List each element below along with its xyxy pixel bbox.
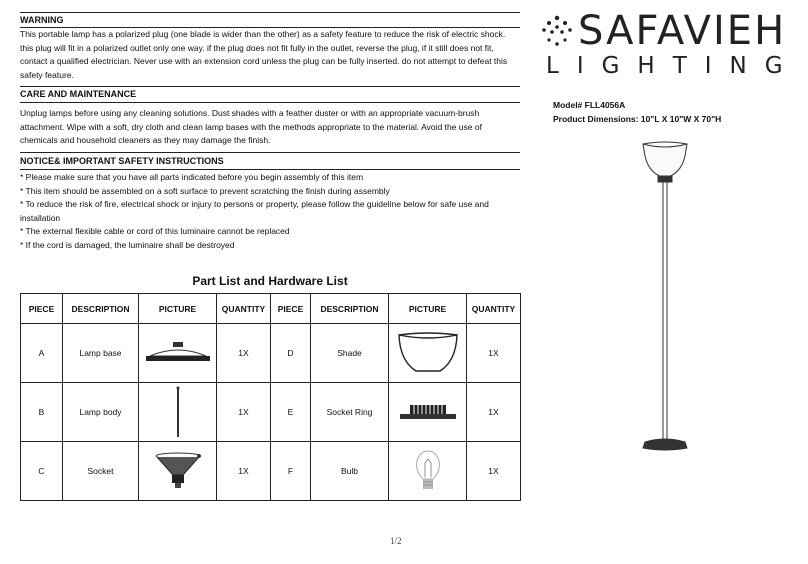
description-cell: Shade <box>311 324 389 383</box>
logo-brand: SAFAVIEH <box>578 8 787 54</box>
header-quantity: QUANTITY <box>217 294 271 324</box>
header-piece: PIECE <box>271 294 311 324</box>
chandelier-logo-icon <box>540 14 574 48</box>
header-picture: PICTURE <box>389 294 467 324</box>
floor-lamp-illustration <box>625 140 705 460</box>
safety-item: * Please make sure that you have all parts indicated before you begin assembly of this item <box>20 172 364 182</box>
description-cell: Lamp body <box>63 383 139 442</box>
shade-icon <box>396 331 460 375</box>
description-cell: Lamp base <box>63 324 139 383</box>
warning-heading: WARNING <box>20 15 64 25</box>
piece-cell: E <box>271 383 311 442</box>
model-number: Model# FLL4056A <box>553 100 626 110</box>
table-row <box>21 383 521 442</box>
safety-item: * If the cord is damaged, the luminaire shall be destroyed <box>20 239 235 250</box>
quantity-cell: 1X <box>467 324 521 383</box>
safety-list <box>20 171 520 252</box>
piece-cell: F <box>271 442 311 501</box>
parts-table <box>20 293 521 501</box>
header-description: DESCRIPTION <box>311 294 389 324</box>
safety-item: * This item should be assembled on a soft surface to prevent scratching the finish during assembly <box>20 185 390 196</box>
picture-cell <box>389 383 467 442</box>
safety-heading: NOTICE& IMPORTANT SAFETY INSTRUCTIONS <box>20 156 224 166</box>
logo-subtitle: LIGHTING <box>546 53 801 79</box>
socket-icon <box>151 451 205 491</box>
top-rule <box>20 12 520 13</box>
care-rule <box>20 102 520 103</box>
bulb-icon <box>413 449 443 493</box>
quantity-cell: 1X <box>217 442 271 501</box>
parts-table-title: Part List and Hardware List <box>192 274 348 288</box>
table-header-row <box>21 294 521 324</box>
quantity-cell: 1X <box>217 383 271 442</box>
safety-item: * To reduce the risk of fire, electrical shock or injury to persons or property, please follow the guideline below for safe use and installation <box>20 199 489 223</box>
header-piece: PIECE <box>21 294 63 324</box>
header-description: DESCRIPTION <box>63 294 139 324</box>
lamp-base-icon <box>144 340 212 366</box>
picture-cell <box>139 383 217 442</box>
picture-cell <box>139 324 217 383</box>
picture-cell <box>139 442 217 501</box>
description-cell: Socket Ring <box>311 383 389 442</box>
piece-cell: D <box>271 324 311 383</box>
quantity-cell: 1X <box>467 442 521 501</box>
care-heading: CARE AND MAINTENANCE <box>20 89 137 99</box>
header-picture: PICTURE <box>139 294 217 324</box>
quantity-cell: 1X <box>217 324 271 383</box>
safety-top-rule <box>20 152 520 153</box>
safety-item: * The external flexible cable or cord of this luminaire cannot be replaced <box>20 226 290 236</box>
page-number: 1/2 <box>390 536 402 546</box>
piece-cell: B <box>21 383 63 442</box>
piece-cell: C <box>21 442 63 501</box>
description-cell: Socket <box>63 442 139 501</box>
safety-rule <box>20 169 520 170</box>
header-quantity: QUANTITY <box>467 294 521 324</box>
warning-text: This portable lamp has a polarized plug (one blade is wider than the other) as a safety feature to reduce the risk of electric shock. this plug will fit in a polarized outlet only one way. if the plug does not fit fully in the outlet, reverse the plug, if it still does not fit, contact a qualified electrician. Never use with an extension cord unless the plug can be fully inserted. do not attempt to defeat this safety feature. <box>20 29 508 80</box>
table-row <box>21 442 521 501</box>
piece-cell: A <box>21 324 63 383</box>
lamp-body-icon <box>173 385 183 439</box>
care-text: Unplug lamps before using any cleaning solutions. Dust shades with a feather duster or with an appropriate vacuum-brush attachment. Wipe with a soft, dry cloth and clean lamp bases with the methods appropriate to the material. Avoid the use of chemicals and household cleaners as they may damage the finish. <box>20 108 482 145</box>
description-cell: Bulb <box>311 442 389 501</box>
product-dimensions: Product Dimensions: 10"L X 10"W X 70"H <box>553 114 722 124</box>
picture-cell <box>389 324 467 383</box>
picture-cell <box>389 442 467 501</box>
care-top-rule <box>20 86 520 87</box>
table-row <box>21 324 521 383</box>
socket-ring-icon <box>396 402 460 422</box>
quantity-cell: 1X <box>467 383 521 442</box>
